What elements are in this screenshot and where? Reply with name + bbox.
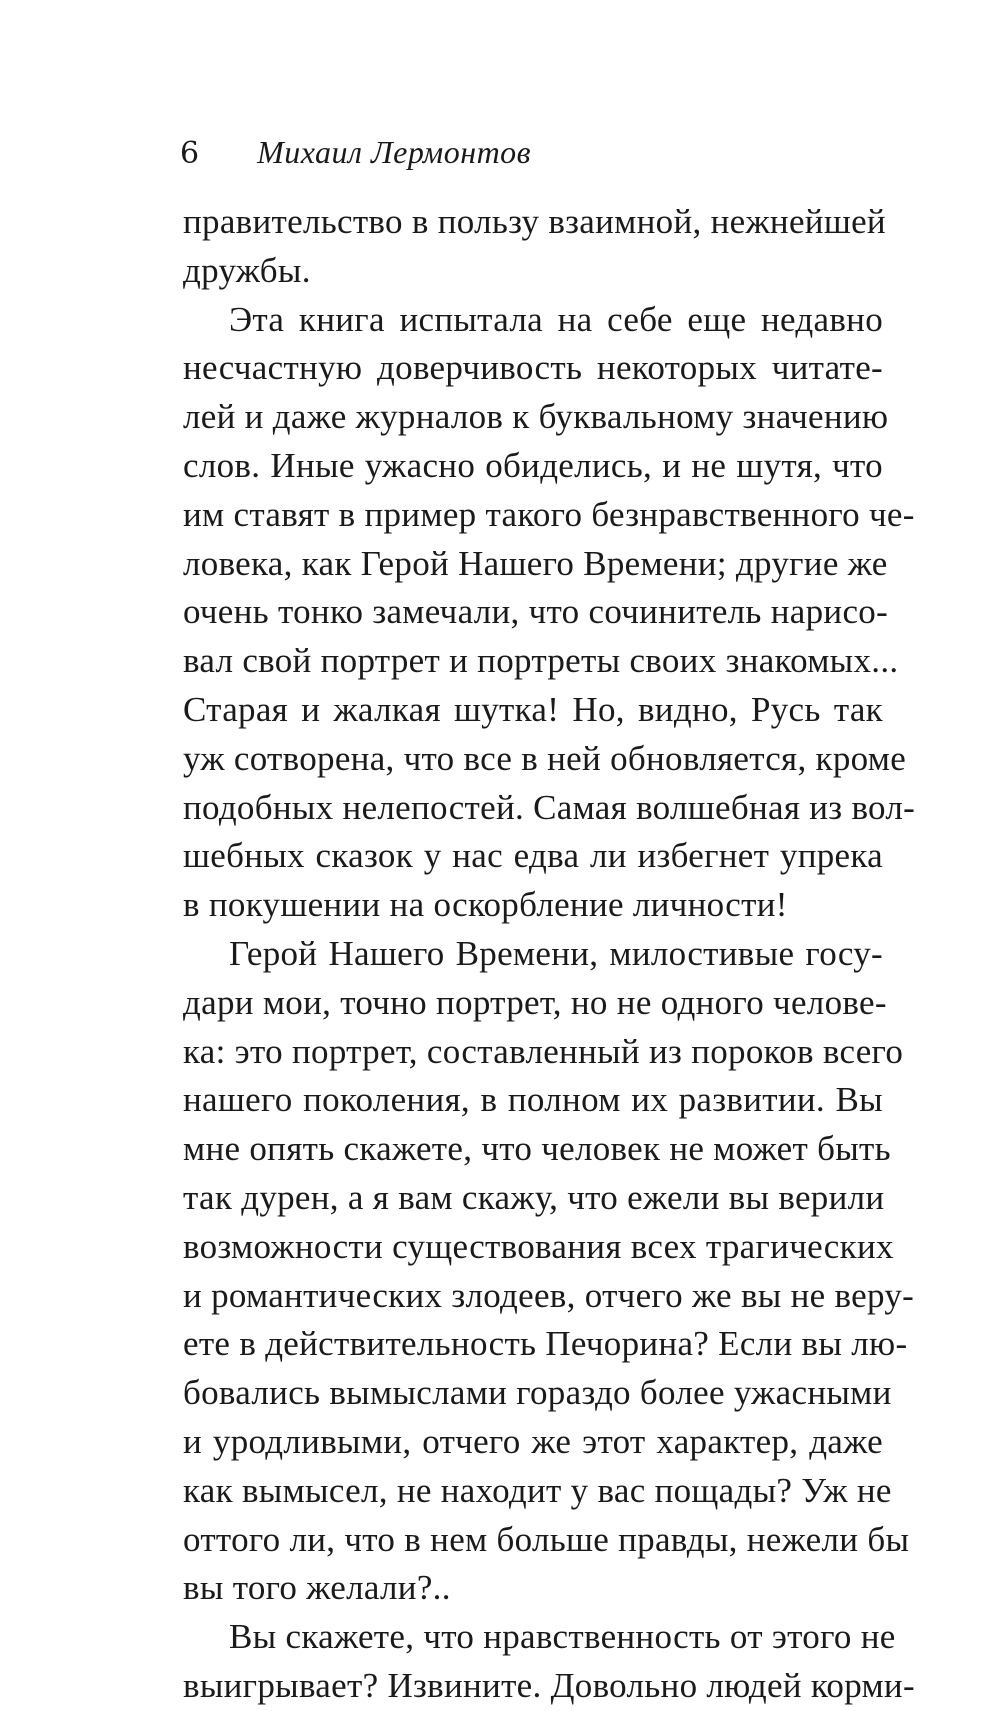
- body-text: [183, 198, 916, 1711]
- text-line: несчастную доверчивость некоторых читате-: [183, 348, 883, 388]
- text-line: оттого ли, что в нем больше правды, нежели бы: [183, 1519, 910, 1559]
- text-line: уж сотворена, что все в ней обновляется, кроме: [183, 738, 907, 778]
- text-line: Старая и жалкая шутка! Но, видно, Русь так: [183, 689, 883, 729]
- text-line: возможности существования всех трагических: [183, 1226, 894, 1266]
- text-line: нашего поколения, в полном их развитии. Вы: [183, 1080, 883, 1120]
- text-line: вы того желали?..: [183, 1568, 451, 1608]
- text-line: очень тонко замечали, что сочинитель нарисо-: [183, 592, 889, 632]
- text-line: им ставят в пример такого безнравственного че-: [183, 494, 915, 534]
- page-number: 6: [180, 136, 200, 171]
- running-head: [180, 132, 531, 174]
- text-line: подобных нелепостей. Самая волшебная из вол-: [183, 787, 916, 827]
- text-line: выигрывает? Извините. Довольно людей корми-: [183, 1665, 915, 1705]
- text-line: в покушении на оскорбление личности!: [183, 885, 788, 925]
- text-line: ете в действительность Печорина? Если вы лю-: [183, 1324, 908, 1364]
- text-line: лей и даже журналов к буквальному значению: [183, 397, 889, 437]
- text-line: вал свой портрет и портреты своих знакомых...: [183, 641, 899, 681]
- text-line: дари мои, точно портрет, но не одного челове-: [183, 982, 887, 1022]
- text-line: ка: это портрет, составленный из пороков всего: [183, 1031, 904, 1071]
- text-line: так дурен, а я вам скажу, что ежели вы верили: [183, 1177, 885, 1217]
- text-line: и уродливыми, отчего же этот характер, даже: [183, 1421, 883, 1461]
- text-line: дружбы.: [183, 250, 311, 290]
- text-line: как вымысел, не находит у вас пощады? Уж не: [183, 1470, 892, 1510]
- text-line: бовались вымыслами гораздо более ужасными: [183, 1373, 892, 1413]
- text-line: слов. Иные ужасно обиделись, и не шутя, что: [183, 445, 883, 485]
- text-line: шебных сказок у нас едва ли избегнет упрека: [183, 836, 883, 876]
- paragraph-first-line: Эта книга испытала на себе еще недавно: [229, 299, 883, 339]
- text-line: ловека, как Герой Нашего Времени; другие же: [183, 543, 888, 583]
- text-line: правительство в пользу взаимной, нежнейшей: [183, 202, 886, 241]
- text-line: и романтических злодеев, отчего же вы не веру-: [183, 1275, 915, 1315]
- paragraph-first-line: Вы скажете, что нравственность от этого не: [229, 1617, 896, 1657]
- paragraph-first-line: Герой Нашего Времени, милостивые госу-: [229, 933, 883, 973]
- text-line: мне опять скажете, что человек не может быть: [183, 1129, 891, 1169]
- running-head-author: Михаил Лермонтов: [257, 134, 532, 170]
